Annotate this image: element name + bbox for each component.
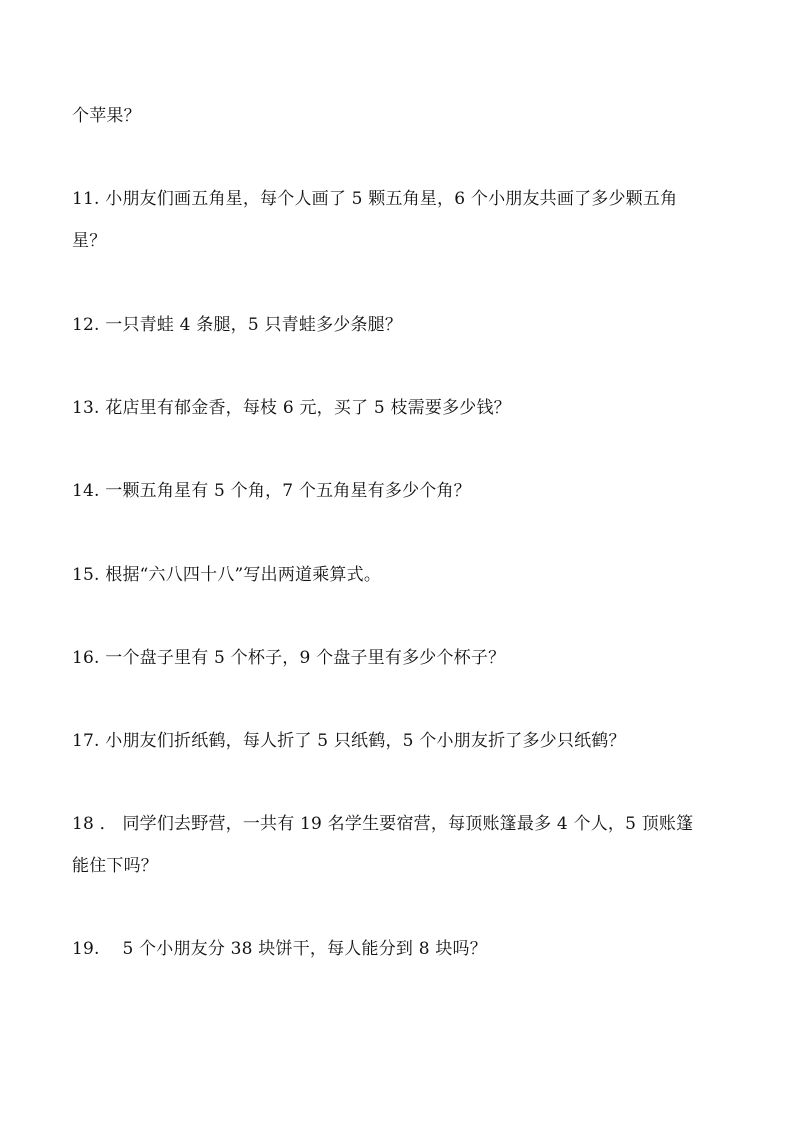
question-14: 14. 一颗五角星有 5 个角，7 个五角星有多少个角？	[72, 481, 471, 501]
question-11-line-2: 星？	[72, 231, 107, 251]
continuation-line: 个苹果？	[72, 106, 141, 126]
question-19: 19. 5 个小朋友分 38 块饼干，每人能分到 8 块吗？	[72, 939, 487, 959]
question-13: 13. 花店里有郁金香，每枝 6 元，买了 5 枝需要多少钱？	[72, 398, 511, 418]
question-17: 17. 小朋友们折纸鹤，每人折了 5 只纸鹤，5 个小朋友折了多少只纸鹤？	[72, 731, 626, 751]
question-16: 16. 一个盘子里有 5 个杯子，9 个盘子里有多少个杯子？	[72, 648, 506, 668]
question-18-line-2: 能住下吗？	[72, 856, 158, 876]
question-12: 12. 一只青蛙 4 条腿，5 只青蛙多少条腿？	[72, 315, 403, 335]
question-18-line-1: 18 ． 同学们去野营，一共有 19 名学生要宿营，每顶账篷最多 4 个人，5 顶账篷	[72, 814, 694, 834]
question-15: 15. 根据“六八四十八”写出两道乘算式。	[72, 565, 382, 585]
question-11-line-1: 11. 小朋友们画五角星，每个人画了 5 颗五角星，6 个小朋友共画了多少颗五角	[72, 189, 678, 209]
